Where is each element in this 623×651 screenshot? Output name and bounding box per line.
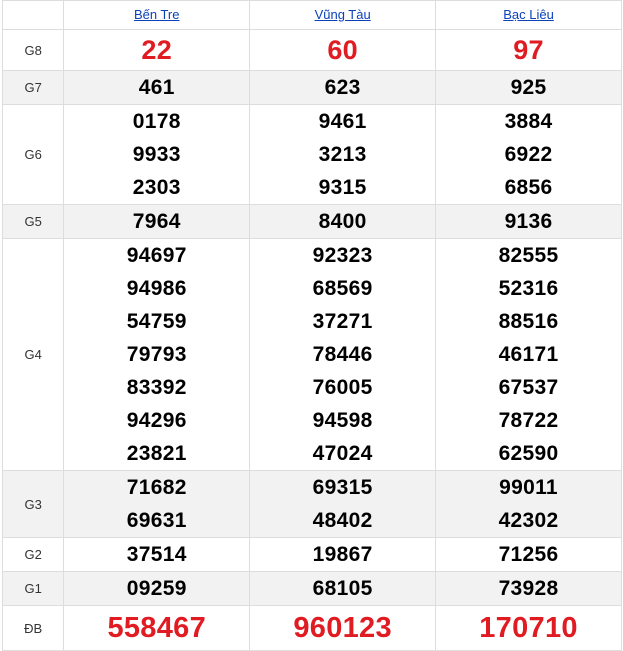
prize-number: 71256 (498, 543, 559, 566)
prize-cell (436, 71, 622, 105)
header-row (3, 1, 622, 30)
prize-number: 67537 (498, 376, 559, 399)
prize-cell (64, 71, 250, 105)
prize-number: 48402 (312, 509, 373, 532)
prize-number: 60 (327, 35, 358, 65)
prize-cell (64, 471, 250, 538)
prize-cell (436, 205, 622, 239)
prize-label: G4 (3, 239, 64, 471)
prize-number: 2303 (132, 176, 181, 199)
prize-cell (250, 606, 436, 651)
prize-label: ĐB (3, 606, 64, 651)
prize-number: 83392 (126, 376, 187, 399)
prize-number: 3884 (504, 110, 553, 133)
prize-row-g4 (3, 239, 622, 471)
prize-label: G5 (3, 205, 64, 239)
prize-cell (436, 105, 622, 205)
prize-number: 960123 (293, 612, 392, 644)
prize-cell (250, 471, 436, 538)
prize-number: 78722 (498, 409, 559, 432)
province-link-bac-lieu[interactable]: Bạc Liêu (503, 7, 554, 22)
prize-row-g8 (3, 30, 622, 71)
prize-number: 94986 (126, 277, 187, 300)
prize-cell (64, 205, 250, 239)
prize-number: 0178 (132, 110, 181, 133)
province-header (250, 1, 436, 30)
prize-number: 79793 (126, 343, 187, 366)
prize-number: 88516 (498, 310, 559, 333)
prize-number: 7964 (132, 210, 181, 233)
prize-number: 37514 (126, 543, 187, 566)
prize-cell (250, 538, 436, 572)
prize-row-g1 (3, 572, 622, 606)
province-link-ben-tre[interactable]: Bến Tre (133, 7, 180, 22)
prize-number: 9315 (318, 176, 367, 199)
prize-number: 54759 (126, 310, 187, 333)
header-corner (3, 1, 64, 30)
prize-number: 92323 (312, 244, 373, 267)
lottery-results-table (2, 0, 622, 651)
prize-number: 94296 (126, 409, 187, 432)
prize-cell (64, 30, 250, 71)
prize-cell (436, 471, 622, 538)
prize-number: 623 (324, 76, 361, 99)
prize-label: G2 (3, 538, 64, 572)
prize-row-g6 (3, 105, 622, 205)
prize-number: 52316 (498, 277, 559, 300)
prize-number: 42302 (498, 509, 559, 532)
prize-number: 9136 (504, 210, 553, 233)
prize-number: 94697 (126, 244, 187, 267)
prize-number: 68105 (312, 577, 373, 600)
prize-number: 69631 (126, 509, 187, 532)
prize-cell (436, 572, 622, 606)
prize-number: 73928 (498, 577, 559, 600)
prize-number: 68569 (312, 277, 373, 300)
prize-cell (64, 538, 250, 572)
prize-cell (64, 606, 250, 651)
prize-number: 47024 (312, 442, 373, 465)
prize-rows (3, 30, 622, 651)
prize-number: 46171 (498, 343, 559, 366)
prize-number: 558467 (107, 612, 207, 644)
prize-cell (250, 572, 436, 606)
province-link-vung-tau[interactable]: Vũng Tàu (314, 7, 371, 22)
prize-cell (250, 30, 436, 71)
prize-cell (436, 30, 622, 71)
prize-cell (436, 606, 622, 651)
prize-row-đb (3, 606, 622, 651)
prize-row-g5 (3, 205, 622, 239)
prize-number: 82555 (498, 244, 559, 267)
prize-label: G7 (3, 71, 64, 105)
prize-label: G8 (3, 30, 64, 71)
prize-number: 461 (138, 76, 175, 99)
prize-label: G6 (3, 105, 64, 205)
prize-cell (436, 538, 622, 572)
prize-number: 76005 (312, 376, 373, 399)
prize-number: 9933 (132, 143, 181, 166)
prize-row-g2 (3, 538, 622, 572)
prize-number: 78446 (312, 343, 373, 366)
prize-row-g3 (3, 471, 622, 538)
prize-label: G3 (3, 471, 64, 538)
prize-number: 925 (510, 76, 547, 99)
province-header (436, 1, 622, 30)
prize-row-g7 (3, 71, 622, 105)
prize-cell (64, 239, 250, 471)
prize-number: 19867 (312, 543, 373, 566)
prize-cell (436, 239, 622, 471)
province-header (64, 1, 250, 30)
prize-number: 99011 (499, 476, 558, 499)
prize-cell (250, 105, 436, 205)
prize-cell (250, 205, 436, 239)
prize-cell (64, 105, 250, 205)
prize-number: 37271 (312, 310, 373, 333)
prize-number: 22 (141, 35, 173, 65)
prize-number: 8400 (318, 210, 367, 233)
prize-number: 3213 (318, 143, 367, 166)
prize-number: 23821 (126, 442, 187, 465)
prize-number: 62590 (498, 442, 559, 465)
prize-number: 6922 (504, 143, 553, 166)
prize-number: 71682 (126, 476, 187, 499)
prize-number: 69315 (312, 476, 373, 499)
prize-cell (250, 71, 436, 105)
prize-number: 170710 (479, 612, 578, 644)
prize-number: 6856 (504, 176, 553, 199)
prize-cell (64, 572, 250, 606)
prize-number: 97 (513, 35, 544, 65)
prize-cell (250, 239, 436, 471)
prize-number: 9461 (318, 110, 367, 133)
prize-label: G1 (3, 572, 64, 606)
prize-number: 94598 (312, 409, 373, 432)
prize-number: 09259 (126, 577, 187, 600)
